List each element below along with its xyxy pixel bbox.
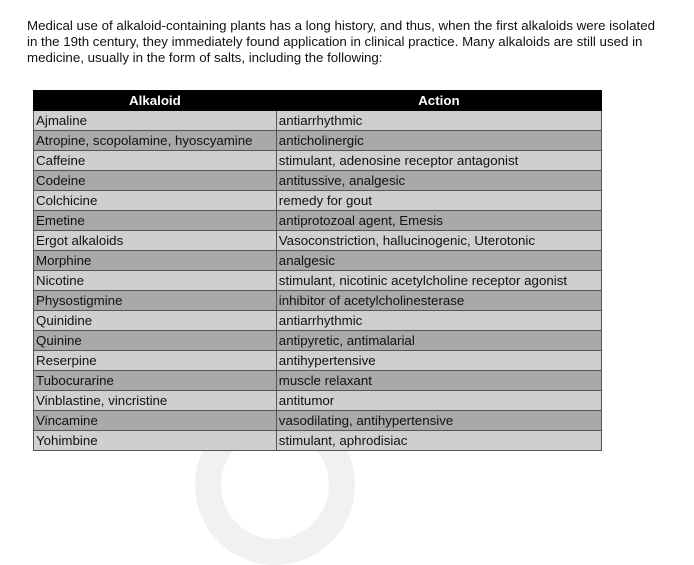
alkaloid-cell: Yohimbine [34,431,277,451]
alkaloid-cell: Ergot alkaloids [34,231,277,251]
alkaloid-cell: Morphine [34,251,277,271]
action-cell: antitumor [276,391,601,411]
action-cell: antitussive, analgesic [276,171,601,191]
action-cell: stimulant, nicotinic acetylcholine receptor agonist [276,271,601,291]
table-row [34,411,602,431]
table-row [34,371,602,391]
action-cell: anticholinergic [276,131,601,151]
alkaloid-cell: Caffeine [34,151,277,171]
alkaloid-cell: Colchicine [34,191,277,211]
alkaloid-cell: Vincamine [34,411,277,431]
alkaloid-cell: Atropine, scopolamine, hyoscyamine [34,131,277,151]
table-row [34,271,602,291]
action-cell: antihypertensive [276,351,601,371]
alkaloid-cell: Vinblastine, vincristine [34,391,277,411]
alkaloid-cell: Codeine [34,171,277,191]
alkaloid-cell: Reserpine [34,351,277,371]
alkaloid-cell: Quinidine [34,311,277,331]
action-cell: remedy for gout [276,191,601,211]
action-cell: stimulant, adenosine receptor antagonist [276,151,601,171]
table-row [34,351,602,371]
action-cell: muscle relaxant [276,371,601,391]
action-cell: vasodilating, antihypertensive [276,411,601,431]
alkaloid-cell: Ajmaline [34,111,277,131]
alkaloid-cell: Nicotine [34,271,277,291]
alkaloid-cell: Tubocurarine [34,371,277,391]
table-row [34,171,602,191]
action-cell: antipyretic, antimalarial [276,331,601,351]
table-row [34,431,602,451]
table-row [34,131,602,151]
action-cell: inhibitor of acetylcholinesterase [276,291,601,311]
action-cell: antiarrhythmic [276,111,601,131]
intro-paragraph: Medical use of alkaloid-containing plants has a long history, and thus, when the first alkaloids were isolated in the 19th century, they immediately found application in clinical practice. Many alkaloids are still used in medicine, usually in the form of salts, including the following: [27,18,656,65]
table-row [34,191,602,211]
action-cell: antiarrhythmic [276,311,601,331]
table-row [34,151,602,171]
action-cell: antiprotozoal agent, Emesis [276,211,601,231]
action-cell: Vasoconstriction, hallucinogenic, Uterotonic [276,231,601,251]
alkaloid-cell: Quinine [34,331,277,351]
column-header-action: Action [276,91,601,111]
table-row [34,111,602,131]
action-cell: analgesic [276,251,601,271]
action-cell: stimulant, aphrodisiac [276,431,601,451]
table-header-row [34,91,602,111]
alkaloid-cell: Emetine [34,211,277,231]
table-row [34,311,602,331]
alkaloid-table [33,90,602,451]
table-row [34,211,602,231]
table-row [34,391,602,411]
table-row [34,231,602,251]
table-row [34,331,602,351]
column-header-alkaloid: Alkaloid [34,91,277,111]
alkaloid-cell: Physostigmine [34,291,277,311]
table-row [34,251,602,271]
table-row [34,291,602,311]
